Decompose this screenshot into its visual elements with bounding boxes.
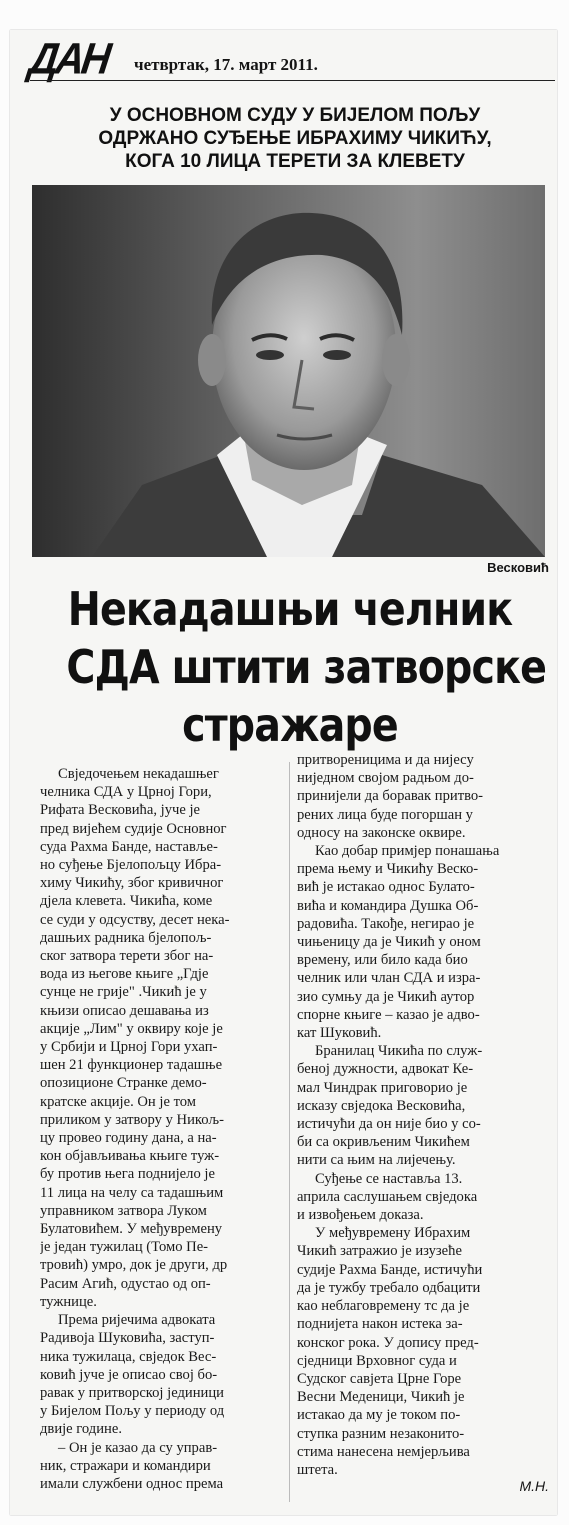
article-line: Чикић затражио је изузеће (297, 1243, 462, 1260)
article-line: цу провео годину дана, а на- (40, 1130, 217, 1147)
kicker-line: КОГА 10 ЛИЦА ТЕРЕТИ ЗА КЛЕВЕТУ (125, 151, 465, 172)
article-line: би са окривљеним Чикићем (297, 1134, 470, 1151)
article-line: према њему и Чикићу Вecко- (297, 861, 479, 878)
kicker-line: У ОСНОВНОМ СУДУ У БИЈЕЛОМ ПОЉУ (109, 105, 481, 126)
article-line: радовића. Такође, негирао је (297, 915, 475, 932)
article-line: вода из његове књиге „Гдје (40, 966, 209, 983)
article-line: ског затвора терети због на- (40, 948, 214, 965)
article-line: Свједочењем некадашњег (58, 766, 219, 782)
article-line: У међувремену Ибрахим (315, 1225, 471, 1242)
article-line: дјела клевета. Чикића, коме (40, 893, 213, 910)
article-line: управником затвора Луком (40, 1202, 207, 1219)
article-line: да је тужбу требало одбацити (297, 1279, 481, 1296)
article-line: истакао да му је током по- (297, 1407, 461, 1424)
article-line: зио сумњу да је Чикић аутор (297, 988, 475, 1005)
article-line: дашњих радника бјелопољ- (40, 929, 212, 946)
article-line: Према ријечима адвоката (58, 1312, 216, 1329)
article-line: ника тужилаца, свједок Вес- (40, 1348, 217, 1365)
portrait-photo (32, 185, 545, 557)
article-line: Бранилац Чикића по служ- (315, 1043, 483, 1060)
article-line: Судског савјета Црне Горе (297, 1370, 462, 1387)
article-line: чињеницу да је Чикић у оном (297, 934, 481, 951)
article-line: бу против њега поднијело је (40, 1166, 215, 1183)
kicker-line: ОДРЖАНО СУЂЕЊЕ ИБРАХИМУ ЧИКИЋУ, (98, 128, 492, 149)
article-line: као неблаговремену тс да је (297, 1298, 470, 1315)
newspaper-logo: ДАН (26, 34, 112, 84)
article-line: Расим Агић, одустао од оп- (40, 1275, 211, 1292)
article-line: вић је истакао однос Булато- (297, 879, 475, 896)
article-line: односу на законске оквире. (297, 824, 466, 841)
article-column-right (297, 751, 549, 1479)
article-line: се суди у одсуству, десет нека- (40, 911, 230, 928)
article-line: суда Рахма Банде, настављe- (40, 838, 218, 855)
article-line: књизи описао дешавања из (40, 1002, 209, 1019)
issue-date: четвртак, 17. март 2011. (134, 55, 318, 74)
article-line: пред вијећем судије Основног (40, 820, 227, 837)
photo-credit: Весковић (487, 560, 549, 575)
article-line: поднијета након истека за- (297, 1316, 463, 1333)
article-line: челник или члан СДА и изра- (297, 970, 481, 987)
article-line: двије године. (40, 1421, 122, 1438)
article-line: опозиционе Странке демо- (40, 1075, 207, 1092)
article-line: притвореницима и да нијесу (297, 752, 474, 768)
article-line: – Он је казао да су управ- (58, 1439, 218, 1456)
article-column-left (40, 765, 282, 1493)
article-line: судије Рахма Банде, истичући (297, 1261, 483, 1278)
article-line: кат Шуковић. (297, 1025, 382, 1042)
article-line: Као добар примјер понашања (315, 843, 500, 860)
article-line: је један тужилац (Томо Пе- (40, 1239, 209, 1256)
author-signature: М.Н. (519, 1478, 549, 1494)
article-line: шен 21 функционер тадашње (40, 1057, 223, 1074)
article-line: нити са њим на лијечењу. (297, 1152, 456, 1169)
article-line: сунце не грије" .Чикић је у (40, 984, 207, 1001)
article-line: у Србији и Црној Гори ухап- (40, 1039, 218, 1056)
article-line: рених лица буде погоршан у (297, 806, 473, 823)
article-line: конског рока. У допису пред- (297, 1334, 479, 1351)
article-line: ник, стражари и командири (40, 1457, 211, 1474)
headline-line: СДА штити затворске (66, 640, 547, 694)
article-line: стима нанесена немјерљива (297, 1443, 470, 1460)
article-line: Рифата Весковића, јуче је (40, 802, 200, 819)
article-line: вића и командира Душка Об- (297, 897, 479, 914)
masthead-rule (30, 80, 555, 81)
article-line: но суђење Бјелопољцу Ибра- (40, 857, 222, 874)
article-line: априла саслушањем свједока (297, 1188, 478, 1205)
article-line: спорне књиге – казао је адво- (297, 1006, 480, 1023)
article-line: ковић јуче је описао свој бо- (40, 1366, 218, 1383)
article-line: кратске акције. Он је том (40, 1093, 197, 1110)
article-line: времену, или било када био (297, 952, 468, 969)
article-line: беној дужности, адвокат Ке- (297, 1061, 474, 1078)
column-divider (289, 762, 290, 1502)
article-line: у Бијелом Пољу у периоду од (40, 1403, 225, 1420)
article-line: приликом у затвору у Никољ- (40, 1111, 224, 1128)
article-line: Весни Меденици, Чикић је (297, 1389, 465, 1406)
article-line: ступка разним незаконито- (297, 1425, 465, 1442)
article-line: принијели да боравак притво- (297, 788, 484, 805)
article-line: Радивоја Шуковића, заступ- (40, 1330, 215, 1347)
article-line: равак у притворској јединици (40, 1384, 224, 1401)
article-line: химу Чикићу, због кривичног (40, 875, 224, 892)
article-line: Булатовићем. У међувремену (40, 1221, 223, 1238)
article-line: и извођењем доказа. (297, 1207, 424, 1224)
article-line: кон објављивања књиге туж- (40, 1148, 220, 1165)
article-line: тужнице. (40, 1293, 97, 1310)
article-line: акције „Лим" у оквиру које је (40, 1020, 223, 1037)
article-headline (66, 580, 547, 754)
article-line: тровић) умро, док је други, др (40, 1257, 228, 1274)
headline-line: стражаре (182, 698, 398, 752)
article-line: сједници Врховног суда и (297, 1352, 457, 1369)
article-line: штета. (297, 1461, 338, 1478)
article-line: истичући да он није био у со- (297, 1116, 481, 1133)
article-line: мал Чиндрак приговорио је (297, 1079, 468, 1096)
article-line: ниједном својом радњом до- (297, 770, 474, 787)
article-line: Суђење се наставља 13. (315, 1170, 463, 1187)
kicker (40, 104, 550, 173)
article-line: исказу свједока Весковића, (297, 1097, 466, 1114)
headline-line: Некадашњи челник (67, 582, 513, 636)
article-line: имали службени однос према (40, 1475, 224, 1492)
article-line: 11 лица на челу са тадашњим (40, 1184, 224, 1201)
article-line: челника СДА у Црној Гори, (40, 784, 212, 801)
